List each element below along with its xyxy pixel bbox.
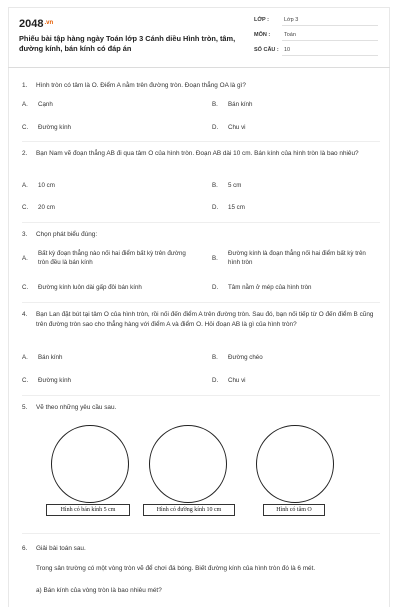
page-title: Phiếu bài tập hàng ngày Toán lớp 3 Cánh diều Hình tròn, tâm, đường kính, bán kính có đáp án [19,34,236,53]
site-logo[interactable]: $2048^{.vn}$ [19,18,54,30]
circle-figure-2 [149,425,227,503]
circle-figure-3 [256,425,334,503]
divider [22,533,380,534]
meta-subject: MÔN : Toán [254,31,378,39]
meta-class: LỚP : Lớp 3 [254,16,378,24]
divider [22,141,380,142]
header-divider [8,67,390,68]
divider [22,395,380,396]
divider [22,302,380,303]
divider [22,222,380,223]
caption-center-o: Hình có tâm O [263,504,325,516]
worksheet-page [8,7,390,607]
caption-diameter-10cm: Hình có đường kính 10 cm [143,504,235,516]
meta-count: SỐ CÂU : 10 [254,46,378,54]
circle-figure-1 [51,425,129,503]
caption-radius-5cm: Hình có bán kính 5 cm [46,504,130,516]
